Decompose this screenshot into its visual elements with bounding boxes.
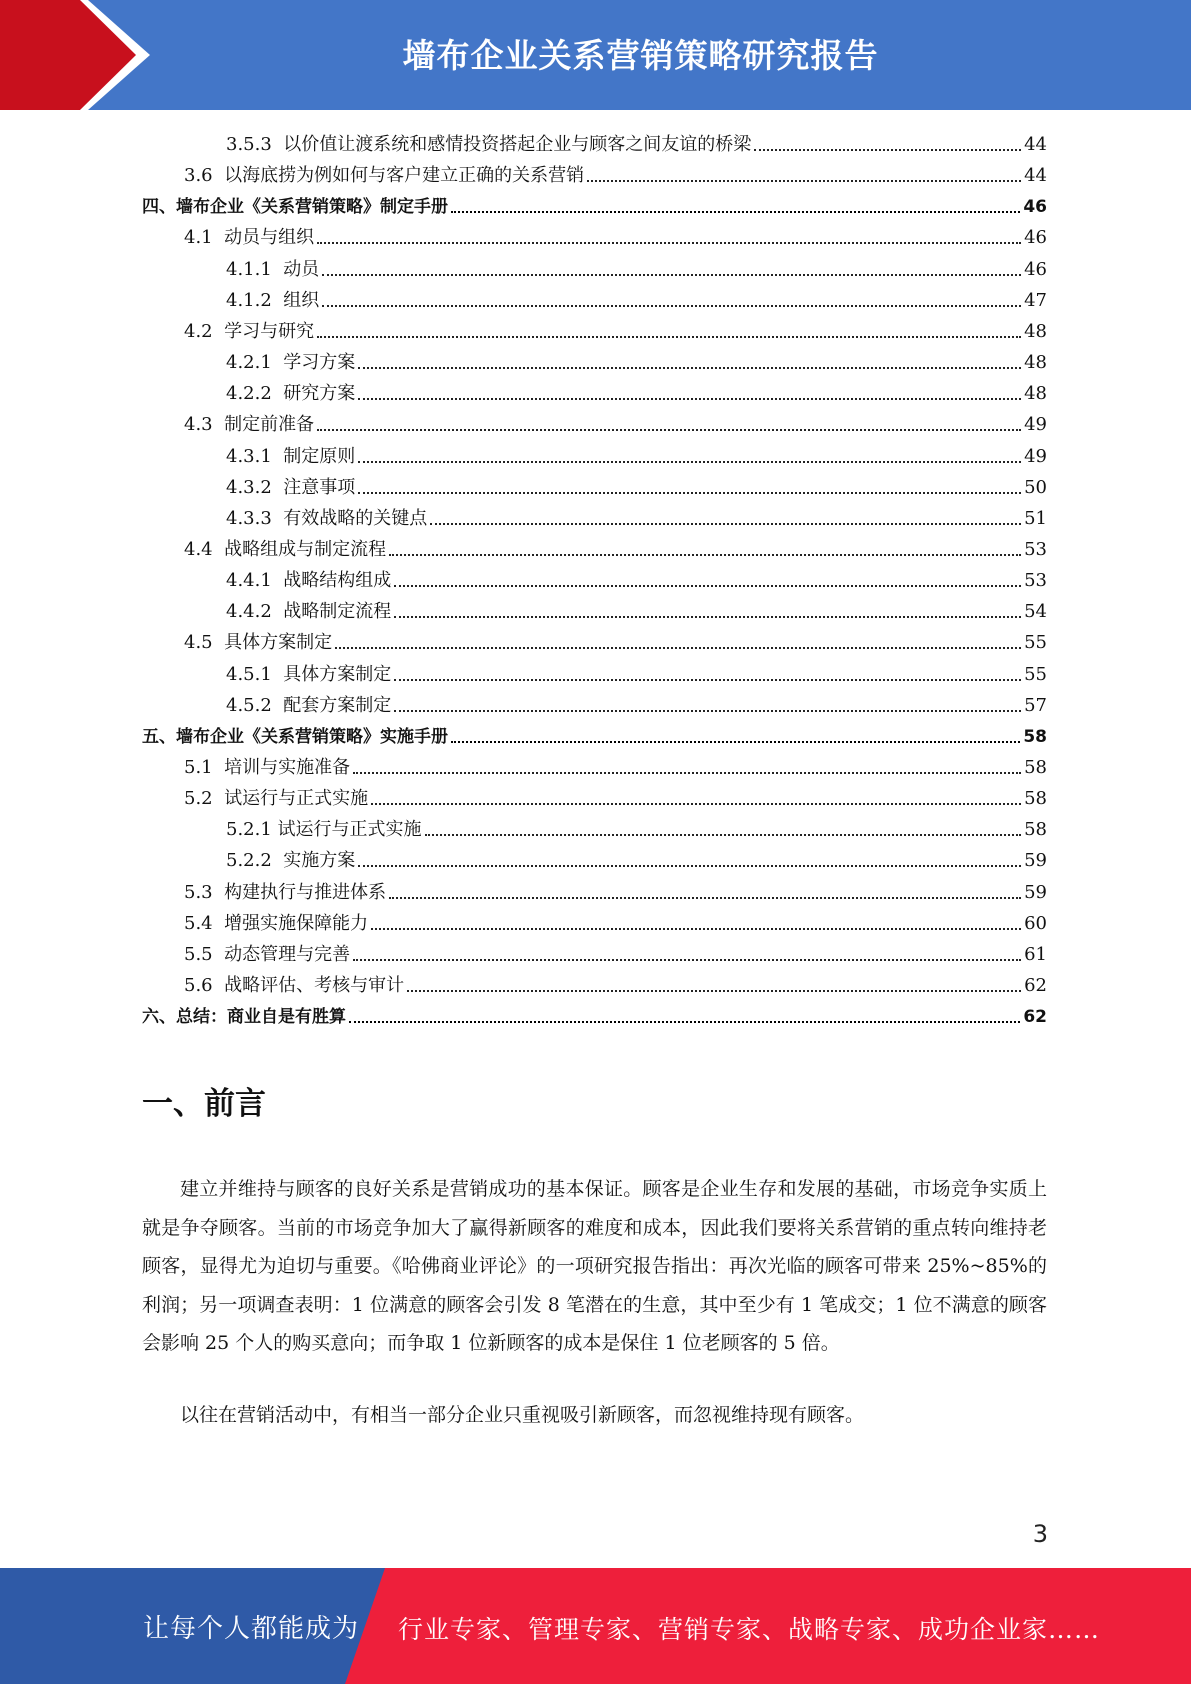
page-footer	[0, 1568, 1191, 1684]
toc-entry[interactable]	[142, 595, 1047, 623]
toc-entry-page: 55	[1024, 632, 1047, 654]
toc-entry-label: 3.6 以海底捞为例如何与客户建立正确的关系营销	[184, 165, 585, 187]
toc-entry-page: 62	[1023, 1007, 1047, 1028]
toc-dot-leader	[430, 523, 1021, 525]
toc-entry-page: 58	[1024, 788, 1047, 810]
toc-dot-leader	[358, 492, 1021, 494]
toc-entry-page: 48	[1024, 352, 1047, 374]
toc-entry[interactable]	[142, 876, 1047, 904]
toc-entry-label: 4.1.1 动员	[226, 258, 320, 280]
toc-entry[interactable]	[142, 377, 1047, 405]
toc-entry-label: 4.3.1 制定原则	[226, 445, 356, 467]
toc-entry[interactable]	[142, 221, 1047, 249]
toc-entry-label: 5.5 动态管理与完善	[184, 943, 351, 965]
toc-dot-leader	[358, 865, 1021, 867]
toc-dot-leader	[754, 149, 1021, 151]
toc-entry-page: 59	[1024, 850, 1047, 872]
toc-dot-leader	[371, 803, 1021, 805]
footer-slogan-lead: 让每个人都能成为	[143, 1614, 360, 1644]
toc-entry-label: 5.2 试运行与正式实施	[184, 788, 369, 810]
toc-entry-label: 4.1.2 组织	[226, 289, 320, 311]
toc-entry[interactable]	[142, 626, 1047, 654]
toc-entry-label: 4.5 具体方案制定	[184, 632, 333, 654]
toc-entry[interactable]	[142, 720, 1047, 748]
toc-entry-label: 五、墙布企业《关系营销策略》实施手册	[142, 726, 448, 747]
toc-entry-page: 49	[1024, 414, 1047, 436]
toc-entry-page: 53	[1024, 570, 1047, 592]
toc-entry-page: 48	[1024, 383, 1047, 405]
toc-entry-page: 44	[1024, 165, 1047, 187]
toc-entry[interactable]	[142, 471, 1047, 499]
paragraph: 建立并维持与顾客的良好关系是营销成功的基本保证。顾客是企业生存和发展的基础，市场竞争实质上就是争夺顾客。当前的市场竞争加大了赢得新顾客的难度和成本，因此我们要将关系营销的重点转向维持老顾客，显得尤为迫切与重要。《哈佛商业评论》的一项研究报告指出：再次光临的顾客可带来 25%~85%的利润；另一项调查表明：1 位满意的顾客会引发 8 笔潜在的生意，其中至少有 1 笔成交；1 位不满意的顾客会影响 25 个人的购买意向；而争取 1 位新顾客的成本是保住 1 位老顾客的 5 倍。	[142, 1178, 1047, 1354]
toc-dot-leader	[394, 616, 1021, 618]
toc-entry-label: 5.6 战略评估、考核与审计	[184, 975, 405, 997]
toc-entry-label: 4.5.1 具体方案制定	[226, 663, 392, 685]
toc-dot-leader	[394, 679, 1021, 681]
toc-dot-leader	[389, 554, 1021, 556]
toc-entry[interactable]	[142, 408, 1047, 436]
toc-entry-page: 61	[1024, 943, 1047, 965]
toc-entry-page: 58	[1024, 819, 1047, 841]
toc-dot-leader	[317, 429, 1021, 431]
toc-entry-page: 46	[1024, 227, 1047, 249]
toc-dot-leader	[425, 834, 1022, 836]
toc-entry[interactable]	[142, 969, 1047, 997]
toc-entry[interactable]	[142, 533, 1047, 561]
toc-entry-label: 4.3.2 注意事项	[226, 476, 356, 498]
toc-dot-leader	[587, 180, 1021, 182]
toc-entry[interactable]	[142, 253, 1047, 281]
toc-entry-label: 5.1 培训与实施准备	[184, 757, 351, 778]
page-header	[0, 0, 1191, 110]
toc-entry-label: 4.4.2 战略制定流程	[226, 601, 392, 623]
toc-entry-label: 4.3.3 有效战略的关键点	[226, 507, 428, 529]
toc-entry-page: 57	[1024, 694, 1047, 716]
toc-entry-page: 58	[1024, 757, 1047, 778]
toc-entry-page: 55	[1024, 663, 1047, 685]
toc-dot-leader	[322, 305, 1021, 307]
toc-entry-page: 59	[1024, 881, 1047, 903]
toc-entry-label: 4.3 制定前准备	[184, 414, 315, 436]
toc-entry[interactable]	[142, 813, 1047, 841]
toc-entry[interactable]	[142, 782, 1047, 810]
toc-entry-label: 六、总结：商业自是有胜算	[142, 1007, 346, 1028]
toc-entry-label: 4.2 学习与研究	[184, 320, 315, 342]
toc-entry-label: 5.2.2 实施方案	[226, 850, 356, 872]
toc-dot-leader	[358, 398, 1021, 400]
toc-entry-label: 3.5.3 以价值让渡系统和感情投资搭起企业与顾客之间友谊的桥梁	[226, 134, 752, 155]
footer-slogan-roles: 行业专家、管理专家、营销专家、战略专家、成功企业家……	[398, 1615, 1101, 1644]
toc-entry-page: 48	[1024, 320, 1047, 342]
toc-entry[interactable]	[142, 658, 1047, 686]
toc-entry[interactable]	[142, 315, 1047, 343]
toc-entry-page: 44	[1024, 134, 1047, 155]
toc-entry[interactable]	[142, 346, 1047, 374]
toc-entry-page: 51	[1024, 507, 1047, 529]
toc-entry[interactable]	[142, 1000, 1047, 1028]
toc-entry-label: 四、墙布企业《关系营销策略》制定手册	[142, 197, 448, 218]
toc-entry-page: 54	[1024, 601, 1047, 623]
toc-dot-leader	[322, 274, 1021, 276]
section-heading: 一、前言	[142, 1086, 266, 1122]
toc-dot-leader	[358, 367, 1021, 369]
toc-entry-label: 5.3 构建执行与推进体系	[184, 881, 387, 903]
section-body	[142, 1170, 1047, 1434]
page-number: 3	[1032, 1520, 1048, 1548]
toc-entry-label: 4.2.2 研究方案	[226, 383, 356, 405]
toc-dot-leader	[317, 336, 1021, 338]
toc-dot-leader	[353, 772, 1021, 774]
toc-entry-label: 4.4 战略组成与制定流程	[184, 538, 387, 560]
toc-entry-page: 60	[1024, 912, 1047, 934]
toc-dot-leader	[335, 647, 1021, 649]
paragraph: 以往在营销活动中，有相当一部分企业只重视吸引新顾客，而忽视维持现有顾客。	[180, 1403, 865, 1426]
toc-entry-page: 47	[1024, 289, 1047, 311]
toc-dot-leader	[394, 710, 1021, 712]
toc-entry-page: 46	[1023, 197, 1047, 218]
toc-entry-label: 5.2.1 试运行与正式实施	[226, 819, 422, 841]
toc-entry-label: 4.2.1 学习方案	[226, 352, 356, 374]
toc-entry-page: 53	[1024, 538, 1047, 560]
toc-entry-page: 46	[1024, 258, 1047, 280]
toc-entry[interactable]	[142, 190, 1047, 218]
toc-dot-leader	[371, 928, 1021, 930]
toc-entry[interactable]	[142, 284, 1047, 312]
toc-entry-label: 4.4.1 战略结构组成	[226, 570, 392, 592]
toc-dot-leader	[451, 741, 1020, 743]
toc-entry[interactable]	[142, 502, 1047, 530]
toc-entry[interactable]	[142, 440, 1047, 468]
toc-entry-page: 62	[1024, 975, 1047, 997]
toc-dot-leader	[358, 461, 1021, 463]
toc-dot-leader	[349, 1021, 1020, 1023]
toc-entry[interactable]	[142, 844, 1047, 872]
toc-dot-leader	[389, 897, 1021, 899]
toc-entry-label: 5.4 增强实施保障能力	[184, 912, 369, 934]
toc-dot-leader	[451, 211, 1020, 213]
toc-entry-page: 58	[1023, 726, 1047, 747]
toc-entry[interactable]	[142, 751, 1047, 779]
toc-dot-leader	[317, 242, 1021, 244]
toc-entry[interactable]	[142, 938, 1047, 966]
toc-entry[interactable]	[142, 159, 1047, 187]
toc-dot-leader	[394, 585, 1021, 587]
report-title: 墙布企业关系营销策略研究报告	[402, 36, 879, 75]
toc-entry-label: 4.1 动员与组织	[184, 227, 315, 249]
toc-entry[interactable]	[142, 689, 1047, 717]
toc-entry[interactable]	[142, 128, 1047, 156]
toc-entry-page: 49	[1024, 445, 1047, 467]
toc-entry-label: 4.5.2 配套方案制定	[226, 694, 392, 716]
toc-entry[interactable]	[142, 907, 1047, 935]
toc-dot-leader	[353, 959, 1021, 961]
toc-entry-page: 50	[1024, 476, 1047, 498]
toc-entry[interactable]	[142, 564, 1047, 592]
toc-dot-leader	[407, 990, 1021, 992]
